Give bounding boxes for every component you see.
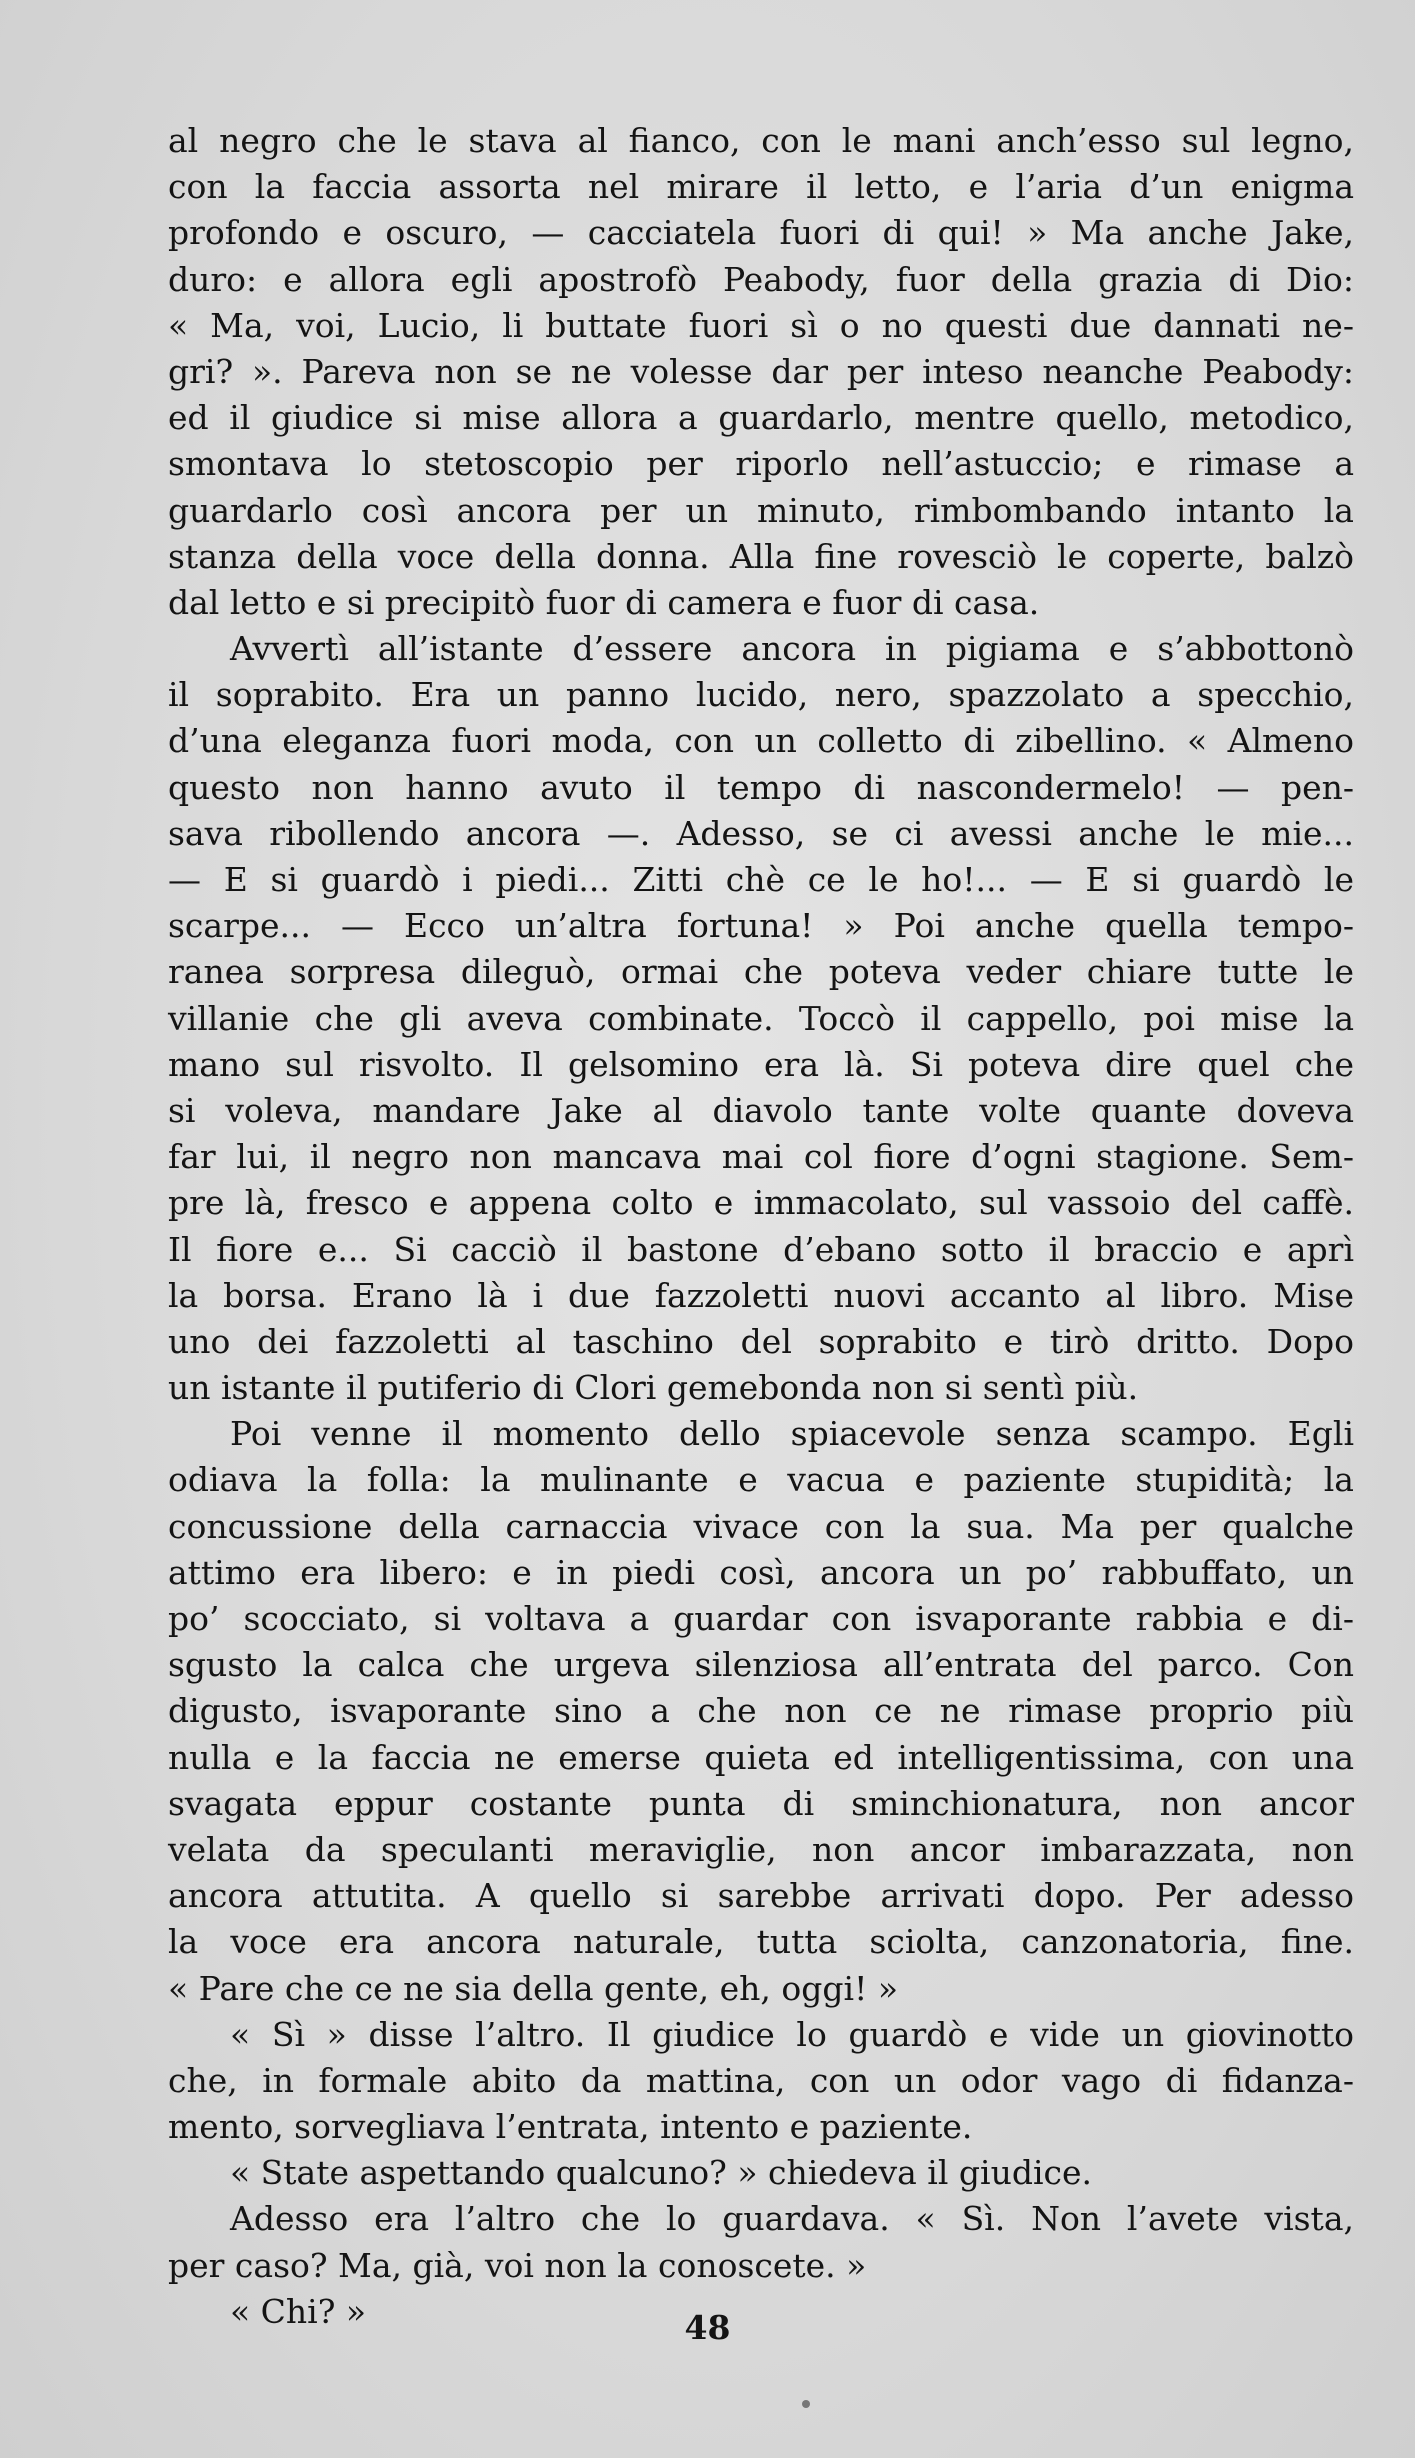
text-line: con la faccia assorta nel mirare il letto, e l’aria d’un enigma	[168, 167, 1354, 207]
text-line: pre là, fresco e appena colto e immacolato, sul vassoio del caffè.	[168, 1183, 1354, 1223]
text-line: Avvertì all’istante d’essere ancora in pigiama e s’abbottonò	[230, 629, 1354, 669]
text-line: gri? ». Pareva non se ne volesse dar per inteso neanche Peabody:	[168, 351, 1354, 391]
page-number: 48	[684, 2308, 731, 2347]
text-line: ed il giudice si mise allora a guardarlo, mentre quello, metodico,	[168, 398, 1354, 438]
text-line: « Ma, voi, Lucio, li buttate fuori sì o no questi due dannati ne-	[168, 305, 1354, 345]
text-line: la borsa. Erano là i due fazzoletti nuovi accanto al libro. Mise	[168, 1275, 1354, 1315]
text-line: stanza della voce della donna. Alla fine rovesciò le coperte, balzò	[168, 536, 1354, 576]
text-line: concussione della carnaccia vivace con la sua. Ma per qualche	[168, 1506, 1354, 1546]
text-line: guardarlo così ancora per un minuto, rimbombando intanto la	[168, 490, 1354, 530]
text-line: villanie che gli aveva combinate. Toccò il cappello, poi mise la	[168, 998, 1354, 1038]
text-line: Il fiore e... Si cacciò il bastone d’ebano sotto il braccio e aprì	[168, 1229, 1354, 1269]
text-line: « Pare che ce ne sia della gente, eh, oggi! »	[168, 1968, 899, 2008]
text-line: — E si guardò i piedi... Zitti chè ce le ho!... — E si guardò le	[168, 860, 1354, 899]
text-line: uno dei fazzoletti al taschino del soprabito e tirò dritto. Dopo	[168, 1321, 1354, 1361]
body-text	[168, 118, 1354, 2335]
text-line: svagata eppur costante punta di sminchionatura, non ancor	[168, 1783, 1354, 1823]
text-line: che, in formale abito da mattina, con un odor vago di fidanza-	[168, 2060, 1354, 2100]
text-line: odiava la folla: la mulinante e vacua e paziente stupidità; la	[168, 1460, 1354, 1500]
text-line: po’ scocciato, si voltava a guardar con isvaporante rabbia e di-	[168, 1599, 1354, 1638]
text-line: un istante il putiferio di Clori gemebonda non si sentì più.	[168, 1368, 1139, 1408]
text-line: Adesso era l’altro che lo guardava. « Sì. Non l’avete vista,	[230, 2199, 1354, 2239]
text-line: questo non hanno avuto il tempo di nascondermelo! — pen-	[168, 767, 1354, 807]
print-speck	[802, 2400, 810, 2408]
text-line: d’una eleganza fuori moda, con un colletto di zibellino. « Almeno	[168, 721, 1354, 761]
text-line: ranea sorpresa dileguò, ormai che poteva veder chiare tutte le	[168, 952, 1354, 992]
text-line: attimo era libero: e in piedi così, ancora un po’ rabbuffato, un	[168, 1552, 1354, 1592]
text-line: Poi venne il momento dello spiacevole senza scampo. Egli	[230, 1414, 1354, 1454]
text-line: scarpe... — Ecco un’altra fortuna! » Poi anche quella tempo-	[168, 906, 1354, 946]
text-line: « Chi? »	[230, 2291, 367, 2331]
text-line: nulla e la faccia ne emerse quieta ed intelligentissima, con una	[168, 1737, 1354, 1777]
text-line: sava ribollendo ancora —. Adesso, se ci avessi anche le mie...	[168, 813, 1354, 853]
text-line: duro: e allora egli apostrofò Peabody, fuor della grazia di Dio:	[168, 259, 1354, 299]
text-line: la voce era ancora naturale, tutta sciolta, canzonatoria, fine.	[168, 1922, 1354, 1962]
text-line: profondo e oscuro, — cacciatela fuori di qui! » Ma anche Jake,	[168, 213, 1354, 253]
text-line: il soprabito. Era un panno lucido, nero, spazzolato a specchio,	[168, 675, 1354, 715]
text-line: dal letto e si precipitò fuor di camera e fuor di casa.	[168, 582, 1040, 622]
text-line: digusto, isvaporante sino a che non ce ne rimase proprio più	[168, 1691, 1354, 1731]
text-line: mano sul risvolto. Il gelsomino era là. Si poteva dire quel che	[168, 1044, 1354, 1084]
text-line: velata da speculanti meraviglie, non ancor imbarazzata, non	[168, 1829, 1354, 1869]
text-line: « State aspettando qualcuno? » chiedeva il giudice.	[230, 2153, 1093, 2193]
text-line: far lui, il negro non mancava mai col fiore d’ogni stagione. Sem-	[168, 1137, 1354, 1177]
text-line: « Sì » disse l’altro. Il giudice lo guardò e vide un giovinotto	[230, 2014, 1354, 2054]
text-line: ancora attutita. A quello si sarebbe arrivati dopo. Per adesso	[168, 1876, 1354, 1916]
text-line: per caso? Ma, già, voi non la conoscete. »	[168, 2245, 867, 2285]
text-line: smontava lo stetoscopio per riporlo nell’astuccio; e rimase a	[168, 444, 1354, 484]
text-line: sgusto la calca che urgeva silenziosa all’entrata del parco. Con	[168, 1645, 1354, 1685]
text-line: si voleva, mandare Jake al diavolo tante volte quante doveva	[168, 1090, 1354, 1130]
text-line: mento, sorvegliava l’entrata, intento e paziente.	[168, 2107, 973, 2147]
text-line: al negro che le stava al fianco, con le mani anch’esso sul legno,	[168, 121, 1354, 160]
